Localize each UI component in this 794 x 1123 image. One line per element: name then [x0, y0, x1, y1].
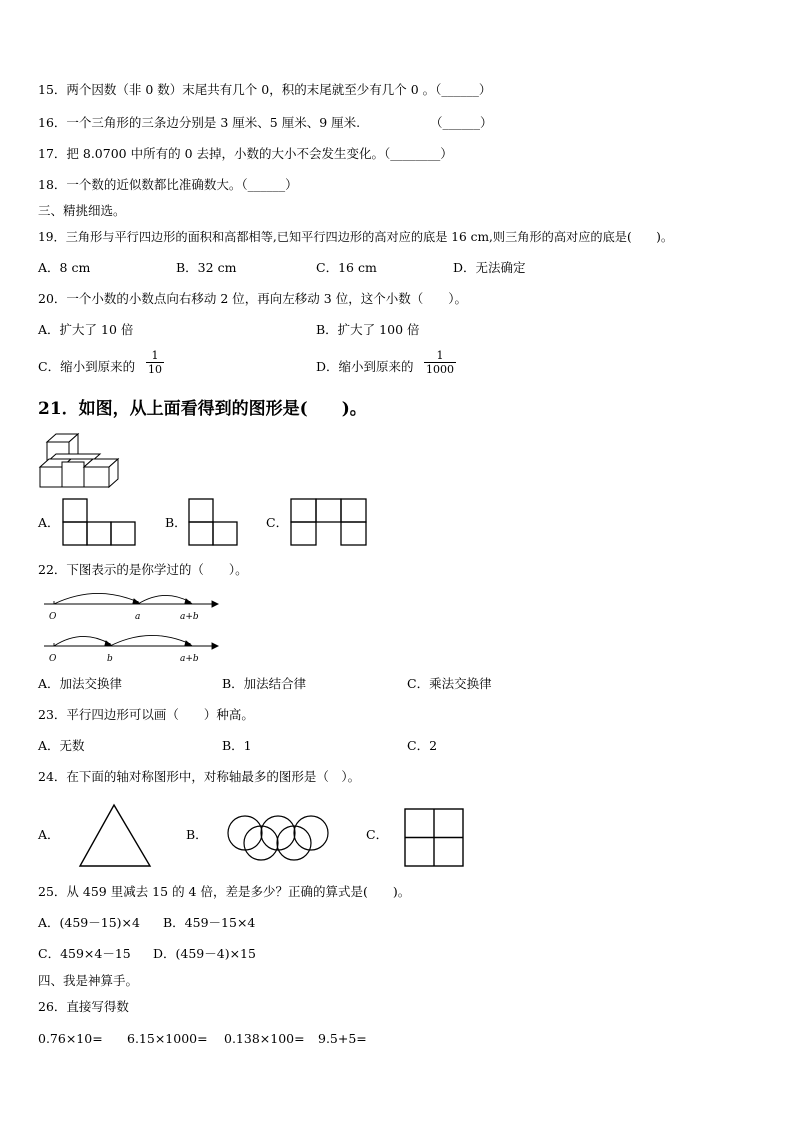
q25-option-d: D．(459－4)×15 — [153, 946, 256, 961]
question-23: 23．平行四边形可以画（ ）种高。 — [38, 707, 254, 722]
question-22: 22．下图表示的是你学过的（ ）。 — [38, 562, 248, 577]
fraction-numerator: 1 — [424, 349, 456, 363]
q22-option-c: C．乘法交换律 — [407, 676, 492, 691]
q20-option-a: A．扩大了 10 倍 — [38, 322, 134, 337]
axis2-b-label: b — [107, 654, 113, 664]
section-3-heading: 三、精挑细选。 — [38, 203, 126, 218]
q23-option-b: B．1 — [222, 738, 252, 753]
q25-option-b: B．459－15×4 — [163, 915, 256, 930]
q19-option-c: C．16 cm — [316, 260, 377, 275]
question-21: 21．如图，从上面看得到的图形是( )。 — [38, 399, 367, 419]
q19-option-b: B．32 cm — [176, 260, 237, 275]
q25-option-c: C．459×4－15 — [38, 946, 131, 961]
q22-option-b: B．加法结合律 — [222, 676, 307, 691]
axis2-origin-label: O — [49, 654, 57, 664]
calc-item: 0.138×100= — [224, 1031, 305, 1046]
axis1-ab-label: a+b — [180, 612, 199, 622]
q19-option-d: D．无法确定 — [453, 260, 526, 275]
question-19: 19．三角形与平行四边形的面积和高都相等,已知平行四边形的高对应的底是 16 cm,则三角形的高对应的底是( )。 — [38, 230, 674, 244]
q24-label-b: B． — [186, 827, 208, 842]
calc-item: 9.5+5= — [318, 1031, 367, 1046]
question-16-blank: （______） — [430, 115, 493, 130]
q21-label-c: C． — [266, 515, 289, 530]
q23-option-a: A．无数 — [38, 738, 85, 753]
q24-label-c: C． — [366, 827, 389, 842]
q20-option-d: D．缩小到原来的 — [316, 359, 414, 374]
question-16: 16．一个三角形的三条边分别是 3 厘米、5 厘米、9 厘米. — [38, 115, 361, 130]
q19-option-a: A．8 cm — [38, 260, 91, 275]
calc-item: 6.15×1000= — [127, 1031, 208, 1046]
question-24: 24．在下面的轴对称图形中，对称轴最多的图形是（ ）。 — [38, 769, 361, 784]
question-17: 17．把 8.0700 中所有的 0 去掉，小数的大小不会发生变化。（________） — [38, 146, 453, 161]
question-15: 15．两个因数（非 0 数）末尾共有几个 0，积的末尾就至少有几个 0 。（______） — [38, 82, 492, 97]
q20-option-c: C．缩小到原来的 — [38, 359, 136, 374]
q21-option-c-figure — [290, 498, 368, 546]
question-20: 20．一个小数的小数点向右移动 2 位，再向左移动 3 位，这个小数（ ）。 — [38, 291, 467, 306]
q24-label-a: A． — [38, 827, 60, 842]
q21-option-b-figure — [188, 498, 240, 546]
axis2-ab-label: a+b — [180, 654, 199, 664]
axis1-a-label: a — [135, 612, 141, 622]
axis1-origin-label: O — [49, 612, 57, 622]
q21-label-a: A． — [38, 515, 60, 530]
fraction-denominator: 1000 — [426, 363, 454, 376]
q25-option-a: A．(459－15)×4 — [38, 915, 140, 930]
question-26: 26．直接写得数 — [38, 999, 129, 1014]
q21-label-b: B． — [165, 515, 187, 530]
fraction-denominator: 10 — [148, 363, 162, 376]
fraction-numerator: 1 — [146, 349, 164, 363]
triangle-figure — [78, 803, 152, 869]
q20-option-b: B．扩大了 100 倍 — [316, 322, 420, 337]
calc-item: 0.76×10= — [38, 1031, 103, 1046]
q21-option-a-figure — [62, 498, 138, 546]
q20-option-d-fraction — [424, 349, 456, 376]
q20-option-c-fraction — [146, 349, 164, 376]
number-line-1 — [44, 584, 219, 624]
square-grid-figure — [404, 808, 466, 868]
olympic-rings-figure — [226, 815, 330, 861]
q22-option-a: A．加法交换律 — [38, 676, 123, 691]
section-4-heading: 四、我是神算手。 — [38, 973, 139, 988]
question-18: 18．一个数的近似数都比准确数大。（______） — [38, 177, 298, 192]
question-25: 25．从 459 里减去 15 的 4 倍，差是多少？正确的算式是( )。 — [38, 884, 411, 899]
number-line-2 — [44, 626, 219, 666]
cube-stack-figure — [38, 434, 124, 490]
q23-option-c: C．2 — [407, 738, 438, 753]
